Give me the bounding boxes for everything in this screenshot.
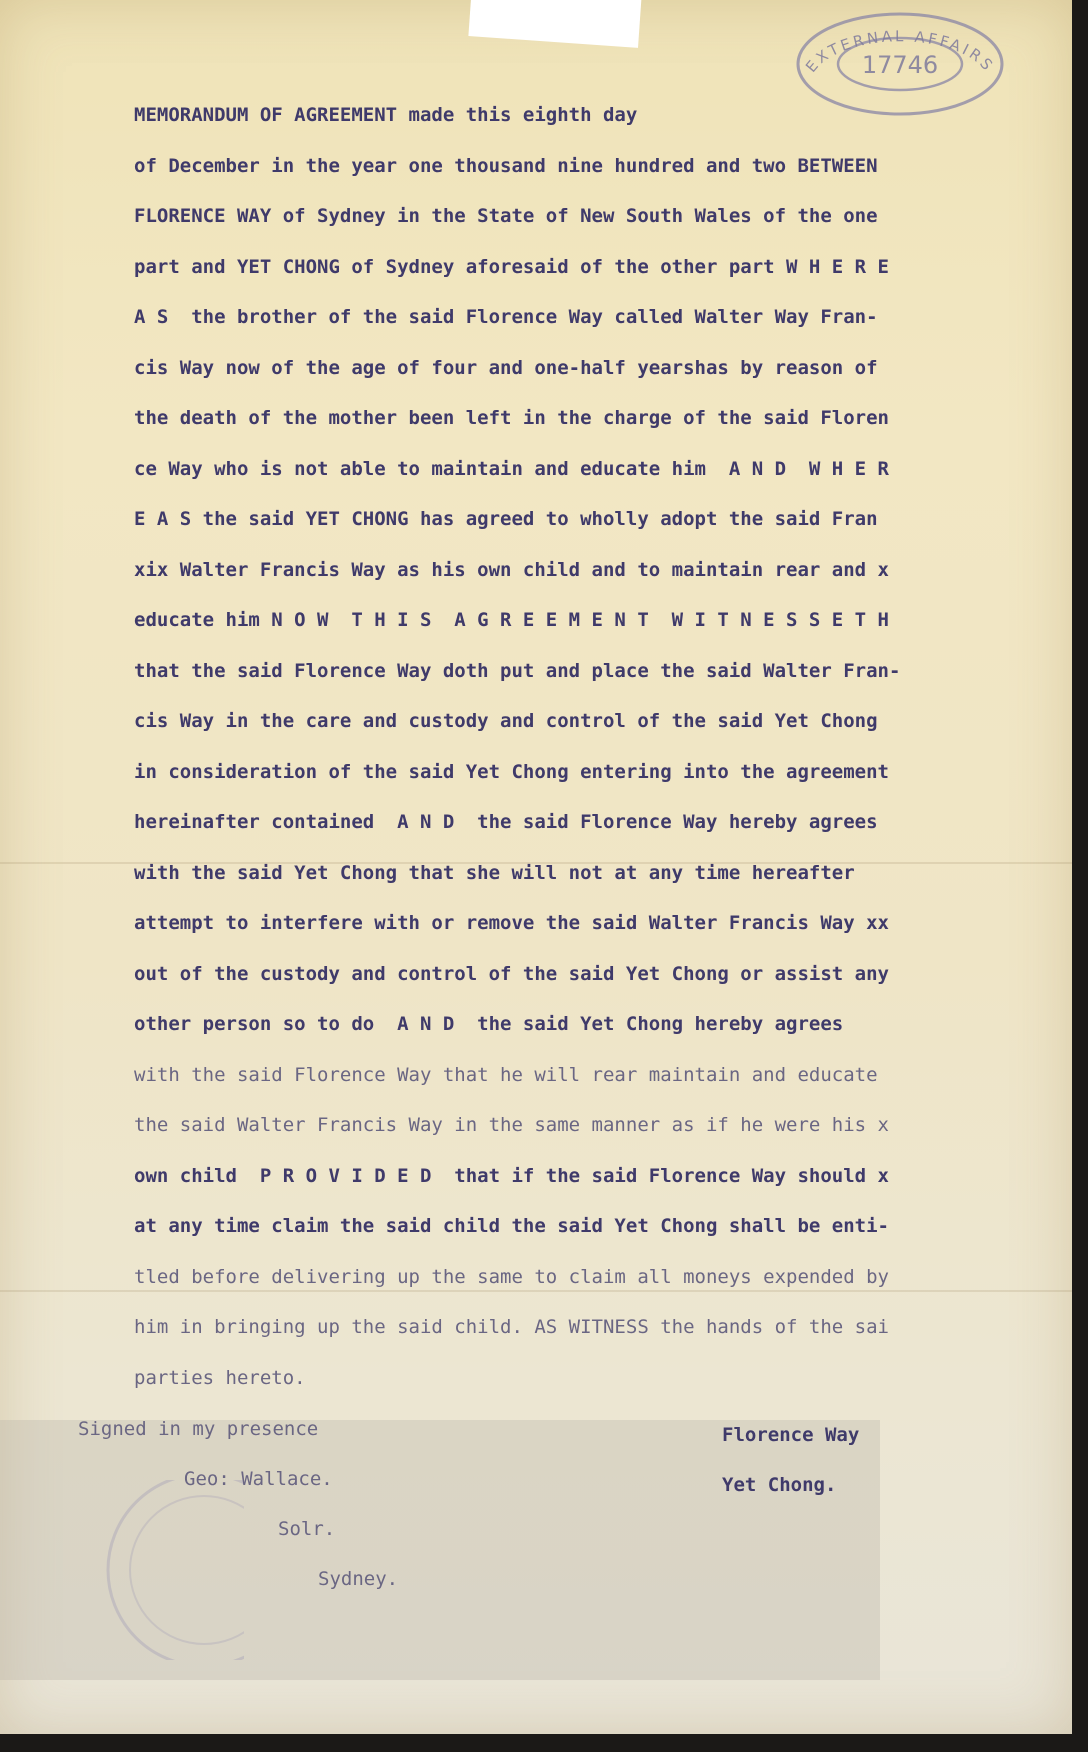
body-line-10: xix Walter Francis Way as his own child and to maintain rear and x bbox=[134, 558, 889, 581]
body-line-22: own child P R O V I D E D that if the said Florence Way should x bbox=[134, 1164, 889, 1187]
witness-label: Signed in my presence bbox=[78, 1418, 319, 1440]
body-line-23: at any time claim the said child the said Yet Chong shall be enti- bbox=[134, 1215, 889, 1237]
body-line-19: other person so to do A N D the said Yet Chong hereby agrees bbox=[134, 1013, 844, 1035]
body-line-4: part and YET CHONG of Sydney aforesaid of the other part W H E R E bbox=[134, 255, 889, 278]
body-line-1: MEMORANDUM OF AGREEMENT made this eighth day bbox=[134, 104, 638, 126]
body-line-17: attempt to interfere with or remove the said Walter Francis Way xx bbox=[134, 912, 889, 934]
body-line-2: of December in the year one thousand nine hundred and two BETWEEN bbox=[134, 154, 878, 177]
body-line-21: the said Walter Francis Way in the same manner as if he were his x bbox=[134, 1114, 889, 1136]
body-line-15: hereinafter contained A N D the said Florence Way hereby agrees bbox=[134, 811, 878, 833]
body-line-9: E A S the said YET CHONG has agreed to wholly adopt the said Fran bbox=[134, 508, 878, 530]
agreement-body bbox=[134, 90, 1024, 1403]
witness-title: Solr. bbox=[278, 1518, 336, 1540]
stamp-number: 17746 bbox=[861, 51, 939, 79]
stamp-arc-text: EXTERNAL AFFAIRS bbox=[802, 27, 998, 76]
faded-seal bbox=[94, 1480, 244, 1660]
body-line-6: cis Way now of the age of four and one-half yearshas by reason of bbox=[134, 356, 878, 379]
body-line-14: in consideration of the said Yet Chong entering into the agreement bbox=[134, 760, 889, 783]
witness-name: Geo: Wallace. bbox=[184, 1468, 333, 1490]
body-line-18: out of the custody and control of the said Yet Chong or assist any bbox=[134, 962, 889, 985]
body-line-8: ce Way who is not able to maintain and educate him A N D W H E R bbox=[134, 457, 889, 480]
body-line-16: with the said Yet Chong that she will not at any time hereafter bbox=[134, 861, 855, 884]
body-line-3: FLORENCE WAY of Sydney in the State of New South Wales of the one bbox=[134, 205, 878, 227]
witness-place: Sydney. bbox=[318, 1568, 399, 1590]
body-line-13: cis Way in the care and custody and control of the said Yet Chong bbox=[134, 710, 878, 732]
body-line-24: tled before delivering up the same to claim all moneys expended by bbox=[134, 1265, 889, 1288]
body-line-5: A S the brother of the said Florence Way called Walter Way Fran- bbox=[134, 306, 878, 328]
body-line-7: the death of the mother been left in the charge of the said Floren bbox=[134, 407, 889, 429]
signature-party-two: Yet Chong. bbox=[722, 1474, 837, 1496]
body-line-11: educate him N O W T H I S A G R E E M E N T W I T N E S S E T H bbox=[134, 609, 889, 631]
body-line-12: that the said Florence Way doth put and place the said Walter Fran- bbox=[134, 659, 901, 682]
body-line-25: him in bringing up the said child. AS WITNESS the hands of the sai bbox=[134, 1316, 889, 1338]
torn-corner bbox=[468, 0, 641, 48]
signature-party-one: Florence Way bbox=[722, 1424, 860, 1446]
body-line-20: with the said Florence Way that he will rear maintain and educate bbox=[134, 1063, 878, 1086]
body-line-26: parties hereto. bbox=[134, 1366, 306, 1389]
